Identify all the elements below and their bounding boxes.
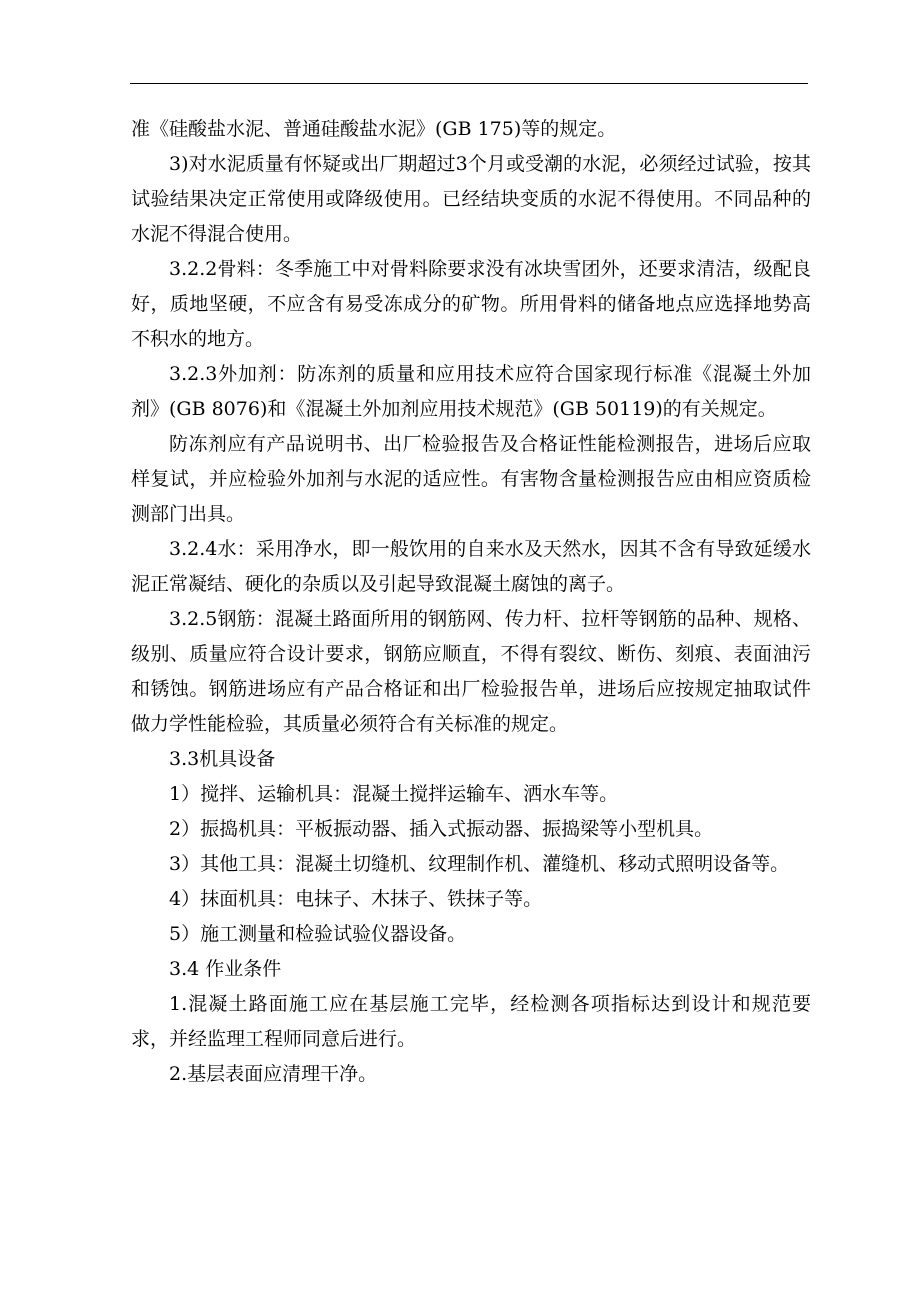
heading-work-conditions: 3.4 作业条件 bbox=[169, 958, 282, 980]
paragraph-rebar: 3.2.5钢筋：混凝土路面所用的钢筋网、传力杆、拉杆等钢筋的品种、规格、级别、质量应符合设计要求，钢筋应顺直，不得有裂纹、断伤、刻痕、表面油污和锈蚀。钢筋进场应有产品合格证和出厂检验报告单，进场后应按规定抽取试件做力学性能检验，其质量必须符合有关标准的规定。 bbox=[131, 608, 811, 735]
list-item-vibrating: 2）振捣机具：平板振动器、插入式振动器、振捣梁等小型机具。 bbox=[169, 818, 714, 840]
list-item-mixing: 1）搅拌、运输机具：混凝土搅拌运输车、洒水车等。 bbox=[169, 783, 619, 805]
list-item-trowels: 4）抹面机具：电抹子、木抹子、铁抹子等。 bbox=[169, 888, 543, 910]
paragraph-cement-standard: 准《硅酸盐水泥、普通硅酸盐水泥》(GB 175)等的规定。 bbox=[131, 118, 617, 140]
header-rule bbox=[130, 83, 808, 84]
paragraph-aggregate: 3.2.2骨料：冬季施工中对骨料除要求没有冰块雪团外，还要求清洁，级配良好，质地坚硬，不应含有易受冻成分的矿物。所用骨料的储备地点应选择地势高不积水的地方。 bbox=[131, 258, 811, 350]
heading-equipment: 3.3机具设备 bbox=[169, 748, 276, 770]
list-item-survey: 5）施工测量和检验试验仪器设备。 bbox=[169, 923, 467, 945]
paragraph-water: 3.2.4水：采用净水，即一般饮用的自来水及天然水，因其不含有导致延缓水泥正常凝结、硬化的杂质以及引起导致混凝土腐蚀的离子。 bbox=[131, 538, 811, 595]
list-item-base-complete: 1.混凝土路面施工应在基层施工完毕，经检测各项指标达到设计和规范要求，并经监理工程师同意后进行。 bbox=[131, 993, 811, 1050]
list-item-other-tools: 3）其他工具：混凝土切缝机、纹理制作机、灌缝机、移动式照明设备等。 bbox=[169, 853, 790, 875]
paragraph-admixture: 3.2.3外加剂：防冻剂的质量和应用技术应符合国家现行标准《混凝土外加剂》(GB 8076)和《混凝土外加剂应用技术规范》(GB 50119)的有关规定。 bbox=[131, 363, 811, 420]
paragraph-cement-quality: 3)对水泥质量有怀疑或出厂期超过3个月或受潮的水泥，必须经过试验，按其试验结果决定正常使用或降级使用。已经结块变质的水泥不得使用。不同品种的水泥不得混合使用。 bbox=[131, 153, 811, 245]
list-item-base-clean: 2.基层表面应清理干净。 bbox=[169, 1063, 378, 1085]
paragraph-antifreeze: 防冻剂应有产品说明书、出厂检验报告及合格证性能检测报告，进场后应取样复试，并应检验外加剂与水泥的适应性。有害物含量检测报告应由相应资质检测部门出具。 bbox=[131, 433, 811, 525]
body-text bbox=[131, 112, 811, 1092]
